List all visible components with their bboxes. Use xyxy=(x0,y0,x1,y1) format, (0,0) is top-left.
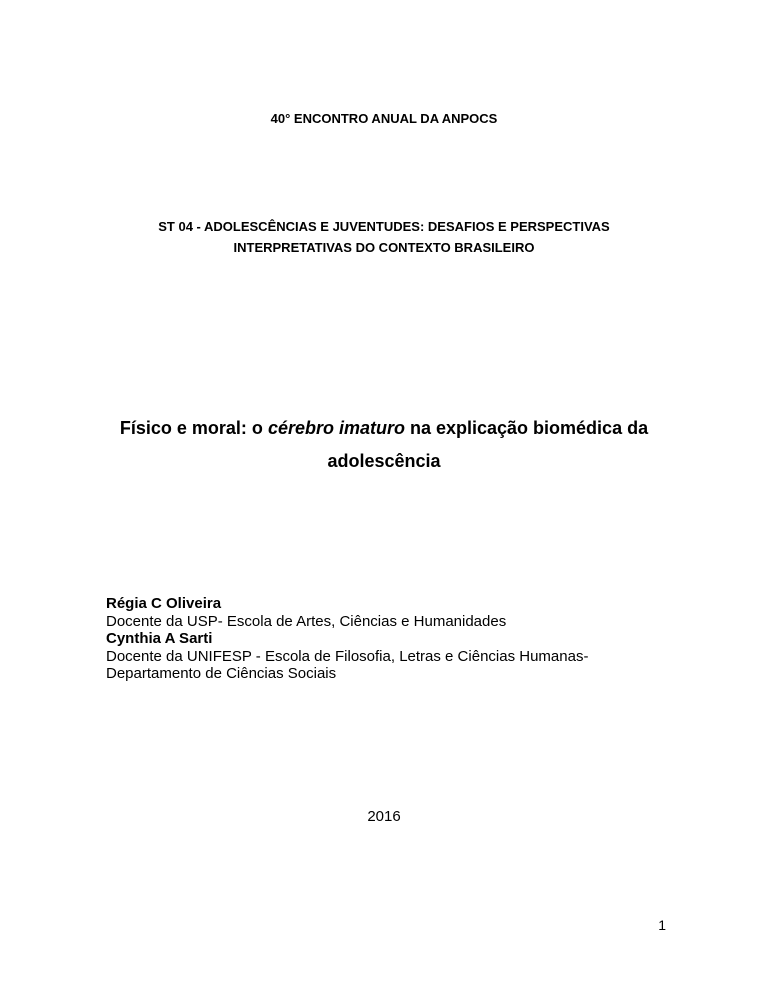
session-title-line-1: ST 04 - ADOLESCÊNCIAS E JUVENTUDES: DESAFIOS E PERSPECTIVAS xyxy=(158,219,610,234)
paper-title-emphasis: cérebro imaturo xyxy=(267,418,405,438)
event-heading: 40° ENCONTRO ANUAL DA ANPOCS xyxy=(270,111,498,126)
paper-title-part-2: na explicação biomédica da xyxy=(404,418,649,438)
page-number: 1 xyxy=(658,917,666,933)
author-name: Régia C Oliveira xyxy=(106,595,222,612)
author-name: Cynthia A Sarti xyxy=(106,630,213,647)
author-affiliation: Departamento de Ciências Sociais xyxy=(106,665,337,682)
session-title-line-2: INTERPRETATIVAS DO CONTEXTO BRASILEIRO xyxy=(233,240,535,255)
author-affiliation: Docente da UNIFESP - Escola de Filosofia, Letras e Ciências Humanas- xyxy=(106,647,589,665)
paper-title-line-2: adolescência xyxy=(327,451,441,471)
paper-title-line-1 xyxy=(0,418,768,439)
authors-block xyxy=(106,595,588,683)
paper-title-part-1: Físico e moral: o xyxy=(119,418,268,438)
publication-year: 2016 xyxy=(367,808,401,825)
author-affiliation: Docente da USP- Escola de Artes, Ciências e Humanidades xyxy=(106,612,507,630)
